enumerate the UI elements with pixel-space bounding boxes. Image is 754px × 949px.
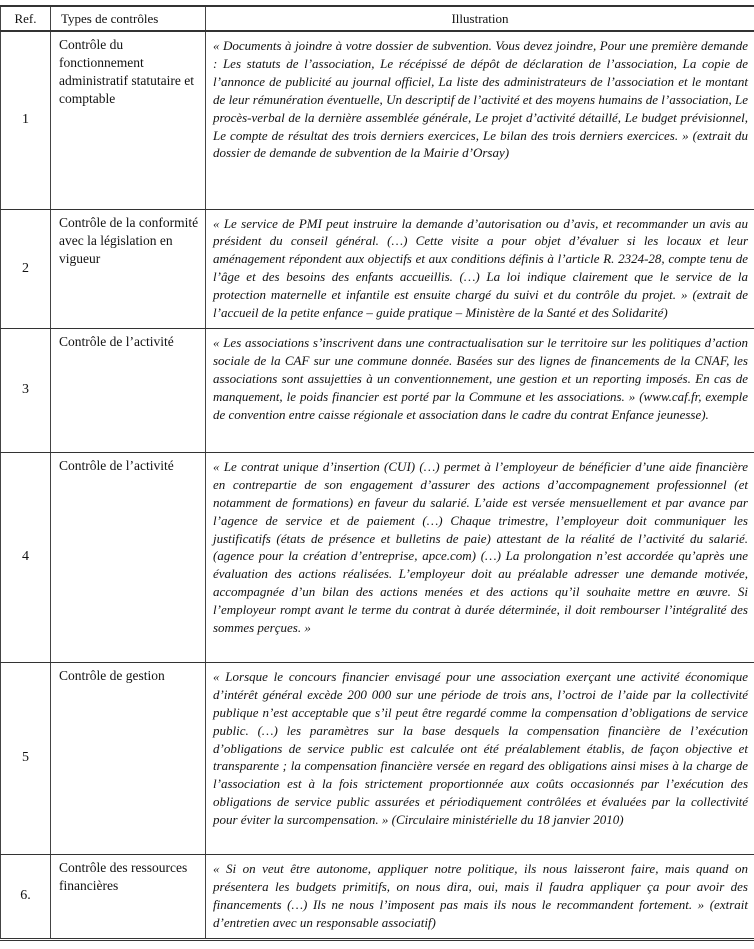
row-ref: 3 <box>1 328 51 452</box>
row-type: Contrôle du fonctionnement administratif statutaire et comptable <box>51 31 206 209</box>
row-type: Contrôle de l’activité <box>51 328 206 452</box>
row-ref: 1 <box>1 31 51 209</box>
header-type: Types de contrôles <box>51 6 206 31</box>
row-type: Contrôle de la conformité avec la législation en vigueur <box>51 209 206 328</box>
table-row <box>1 328 754 452</box>
row-illustration: « Lorsque le concours financier envisagé pour une association exerçant une activité économique d’intérêt général excède 200 000 sur une période de trois ans, l’octroi de l’aide par la collectivité publique n’est acceptable que s’il peut être regardé comme la compensation d’obligations de service public. (…) les paramètres sur la base desquels la compensation financière de l’exécution d’obligations de service public est calculée ont été préalablement établis, de façon objective et transparente ; la compensation financière versée en regard des obligations ainsi mises à la charge de l’association est à la fois strictement proportionnée aux coûts occasionnés par l’exécution des obligations de service public assurées et périodiquement contrôlées et évaluées par la collectivité pour éviter la surcompensation. » (Circulaire ministérielle du 18 janvier 2010) <box>206 662 754 854</box>
table-body <box>1 31 754 939</box>
header-illustration: Illustration <box>206 6 754 31</box>
table-row <box>1 662 754 854</box>
table-row <box>1 209 754 328</box>
row-illustration: « Documents à joindre à votre dossier de subvention. Vous devez joindre, Pour une première demande : Les statuts de l’association, Le récépissé de dépôt de déclaration de l’association, La copie de l’annonce de publicité au journal officiel, La liste des administrateurs de l’association et le montant de leur rémunération éventuelle, Un descriptif de l’activité et des moyens humains de l’association, Le procès-verbal de la dernière assemblée générale, Le projet d’activité détaillé, Le budget prévisionnel, Le compte de résultat des trois derniers exercices, Le bilan des trois derniers exercices. » (extrait du dossier de demande de subvention de la Mairie d’Orsay) <box>206 31 754 209</box>
row-illustration: « Le service de PMI peut instruire la demande d’autorisation ou d’avis, et recommander un avis au président du conseil général. (…) Cette visite a pour objet d’évaluer si les locaux et leur aménagement répondent aux objectifs et aux conditions définis à l’article R. 2324-28, compte tenu de l’âge et des besoins des enfants accueillis. (…) La loi indique clairement que le service de la protection maternelle et infantile est ensuite chargé du suivi et du contrôle du projet. » (extrait de l’accueil de la petite enfance – guide pratique – Ministère de la Santé et des Solidarité) <box>206 209 754 328</box>
table-row <box>1 452 754 662</box>
header-row <box>1 6 754 31</box>
row-type: Contrôle de l’activité <box>51 452 206 662</box>
row-illustration: « Si on veut être autonome, appliquer notre politique, ils nous laisseront faire, mais quand on présentera les budgets primitifs, on nous dira, oui, mais il faudra appliquer ça pour avoir des financements (…) Ils ne nous l’imposent pas mais ils nous le recommandent fortement. » (extrait d’entretien avec un responsable associatif) <box>206 854 754 939</box>
row-illustration: « Les associations s’inscrivent dans une contractualisation sur le territoire sur les politiques d’action sociale de la CAF sur une commune donnée. Basées sur des lignes de financements de la CNAF, les associations sont assujetties à un conventionnement, une gestion et un reporting imposés. En cas de manquement, le poids financier est porté par la Commune et les associations. » (www.caf.fr, exemple de convention entre caisse régionale et association dans le cadre du contrat Enfance jeunesse). <box>206 328 754 452</box>
row-ref: 5 <box>1 662 51 854</box>
header-ref: Ref. <box>1 6 51 31</box>
row-type: Contrôle de gestion <box>51 662 206 854</box>
row-type: Contrôle des ressources financières <box>51 854 206 939</box>
row-ref: 6. <box>1 854 51 939</box>
row-illustration: « Le contrat unique d’insertion (CUI) (…) permet à l’employeur de bénéficier d’une aide financière en contrepartie de son engagement d’assurer des actions d’accompagnement professionnel (et notamment de formations) en faveur du salarié. L’aide est versée mensuellement et par avance par l’agence de service et de paiement (…) Chaque trimestre, l’employeur doit communiquer les justificatifs (états de présence et bulletins de paie) attestant de la réalité de l’activité du salarié. (agence pour la création d’entreprise, apce.com) (…) La prolongation n’est accordée qu’après une évaluation des actions réalisées. L’employeur doit au préalable adresser une demande motivée, accompagnée d’un bilan des actions menées et des actions qu’il souhaite mettre en œuvre. Si l’employeur rompt avant le terme du contrat à durée déterminée, il doit rembourser l’intégralité des sommes perçues. » <box>206 452 754 662</box>
table-header <box>1 6 754 31</box>
table-row <box>1 854 754 939</box>
row-ref: 4 <box>1 452 51 662</box>
controls-table <box>0 5 754 941</box>
table-row <box>1 31 754 209</box>
row-ref: 2 <box>1 209 51 328</box>
